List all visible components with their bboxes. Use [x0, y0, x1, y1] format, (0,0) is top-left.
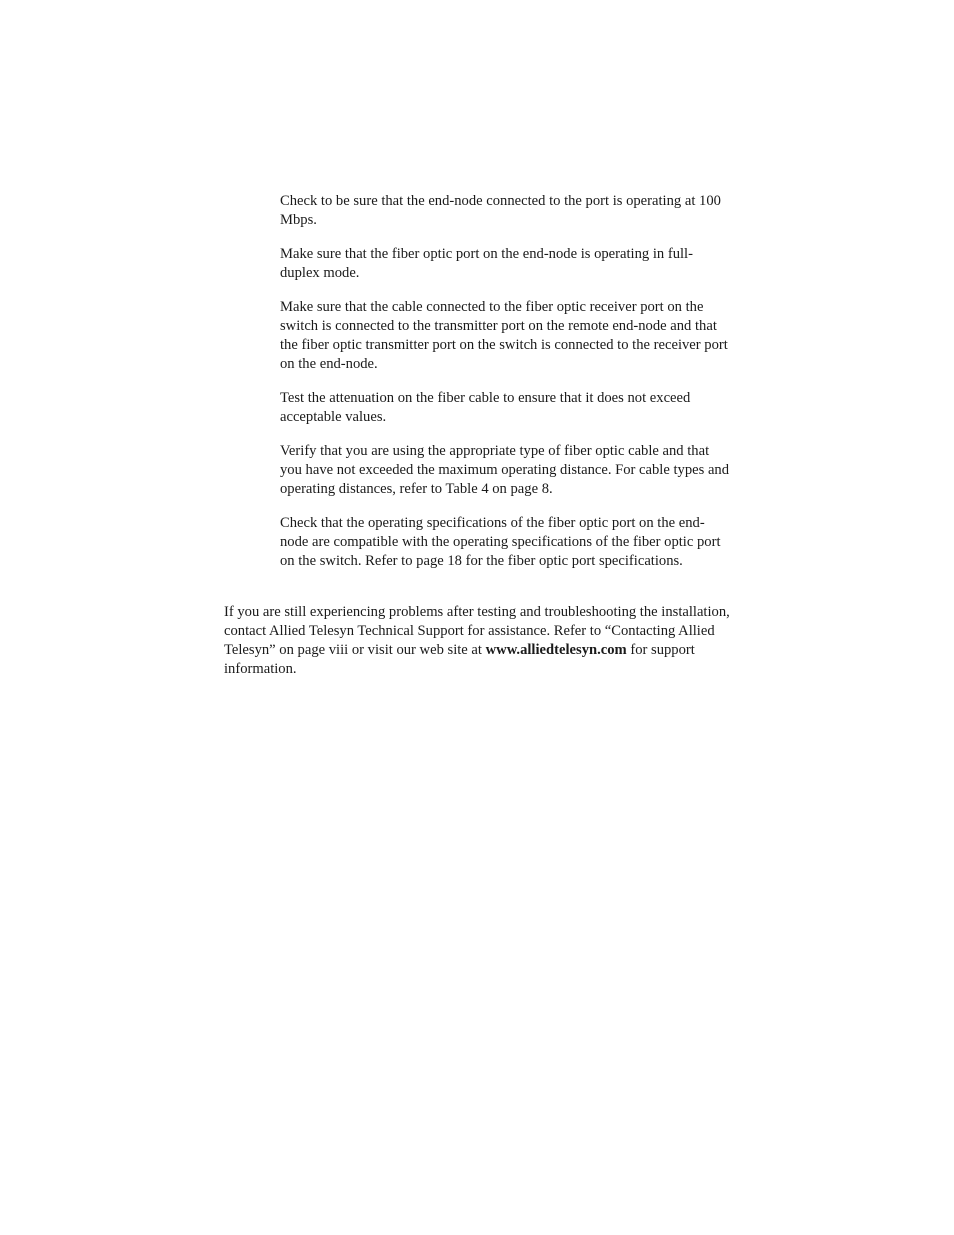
support-info-text: for support information. [224, 642, 695, 677]
check-port-speed-item: Check to be sure that the end-node connected to the port is operating at 100 Mbps. [280, 193, 721, 228]
check-cable-crossover-item: Make sure that the cable connected to the fiber optic receiver port on the switch is connected to the transmitter port on the remote end-node and that the fiber optic transmitter port on the switch is connected to the receiver port on the end-node. [280, 299, 728, 372]
support-contact-text: If you are still experiencing problems after testing and troubleshooting the installation, contact Allied Telesyn Technical Support for assistance. Refer to “Contacting Allied Telesyn” on page viii or visit our web site at [224, 604, 730, 658]
website-link[interactable]: www.alliedtelesyn.com [485, 642, 627, 658]
check-duplex-mode-item: Make sure that the fiber optic port on the end-node is operating in full-duplex mode. [280, 246, 693, 281]
test-attenuation-item: Test the attenuation on the fiber cable to ensure that it does not exceed acceptable values. [280, 390, 691, 425]
support-contact-paragraph [224, 603, 732, 679]
verify-cable-type-item: Verify that you are using the appropriate type of fiber optic cable and that you have not exceeded the maximum operating distance. For cable types and operating distances, refer to Table 4 on page 8. [280, 443, 730, 497]
troubleshooting-checklist [280, 192, 732, 586]
check-port-specifications-item: Check that the operating specifications of the fiber optic port on the end-node are compatible with the operating specifications of the fiber optic port on the switch. Refer to page 18 for the fiber optic port specifications. [280, 515, 721, 569]
